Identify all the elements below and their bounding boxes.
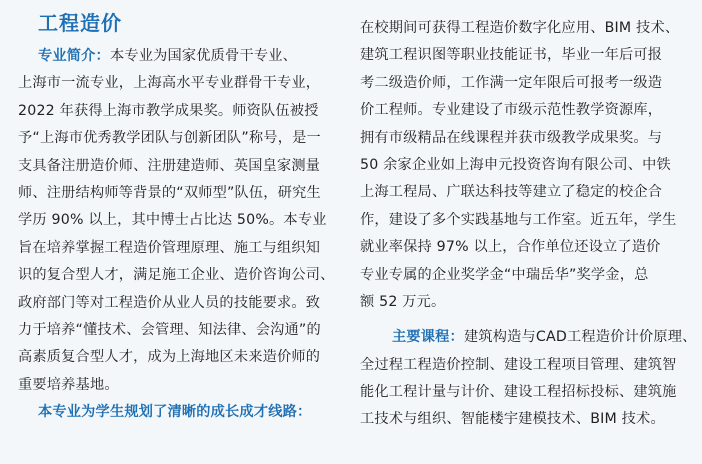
continuation-line: 建筑工程识图等职业技能证书，毕业一年后可报 — [360, 47, 663, 64]
intro-line: 识的复合型人才，满足施工企业、造价咨询公司、 — [18, 267, 335, 284]
intro-first-line — [18, 43, 346, 70]
continuation-paragraph — [360, 15, 696, 434]
intro-paragraph — [18, 43, 346, 426]
intro-line: 本专业为国家优质骨干专业、 — [109, 48, 297, 64]
intro-line: 学历 90% 以上，其中博士占比达 50%。本专业 — [18, 212, 327, 229]
intro-line: 支具备注册造价师、注册建造师、英国皇家测量 — [18, 157, 321, 174]
continuation-line: 价工程师。专业建设了市级示范性教学资源库， — [360, 102, 663, 119]
courses-line: 全过程工程造价控制、建设工程项目管理、建筑智 — [360, 356, 677, 373]
continuation-line: 在校期间可获得工程造价数字化应用、BIM 技术、 — [360, 20, 680, 36]
courses-line: 工技术与组织、智能楼宇建模技术、BIM 技术。 — [360, 411, 665, 428]
continuation-line: 专业专属的企业奖学金“中瑞岳华”奖学金，总 — [360, 266, 649, 283]
paragraph-gap — [360, 316, 696, 324]
courses-label: 主要课程： — [392, 329, 464, 346]
intro-label: 专业简介： — [38, 48, 110, 64]
pathway-heading: 本专业为学生规划了清晰的成长成才线路： — [38, 404, 312, 421]
continuation-line: 就业率保持 97% 以上，合作单位还设立了造价 — [360, 239, 661, 256]
continuation-line: 50 余家企业如上海申元投资咨询有限公司、中铁 — [360, 156, 671, 173]
continuation-line: 拥有市级精品在线课程并获市级教学成果奖。与 — [360, 129, 663, 146]
intro-line: 旨在培养掌握工程造价管理原理、施工与组织知 — [18, 239, 321, 256]
intro-line: 重要培养基地。 — [18, 376, 119, 393]
section-title: 工程造价 — [38, 11, 122, 35]
intro-line: 力于培养“懂技术、会管理、知法律、会沟通”的 — [18, 321, 321, 338]
courses-line: 能化工程计量与计价、建设工程招标投标、建筑施 — [360, 384, 677, 401]
intro-line: 上海市一流专业，上海高水平专业群骨干专业， — [18, 75, 321, 92]
continuation-line: 作，建设了多个实践基地与工作室。近五年，学生 — [360, 211, 677, 228]
courses-first-line — [360, 324, 696, 351]
continuation-line: 上海工程局、广联达科技等建立了稳定的校企合 — [360, 184, 663, 201]
continuation-line: 额 52 万元。 — [360, 293, 446, 310]
courses-line: 建筑构造与CAD工程造价计价原理、 — [463, 329, 697, 346]
continuation-line: 考二级造价师，工作满一定年限后可报考一级造 — [360, 74, 663, 91]
intro-line: 高素质复合型人才，成为上海地区未来造价师的 — [18, 349, 321, 366]
intro-line: 师、注册结构师等背景的“双师型”队伍，研究生 — [18, 184, 321, 201]
intro-line: 2022 年获得上海市教学成果奖。师资队伍被授 — [18, 102, 319, 119]
intro-line: 政府部门等对工程造价从业人员的技能要求。致 — [18, 294, 321, 311]
intro-line: 予“上海市优秀教学团队与创新团队”称号，是一 — [18, 130, 321, 147]
